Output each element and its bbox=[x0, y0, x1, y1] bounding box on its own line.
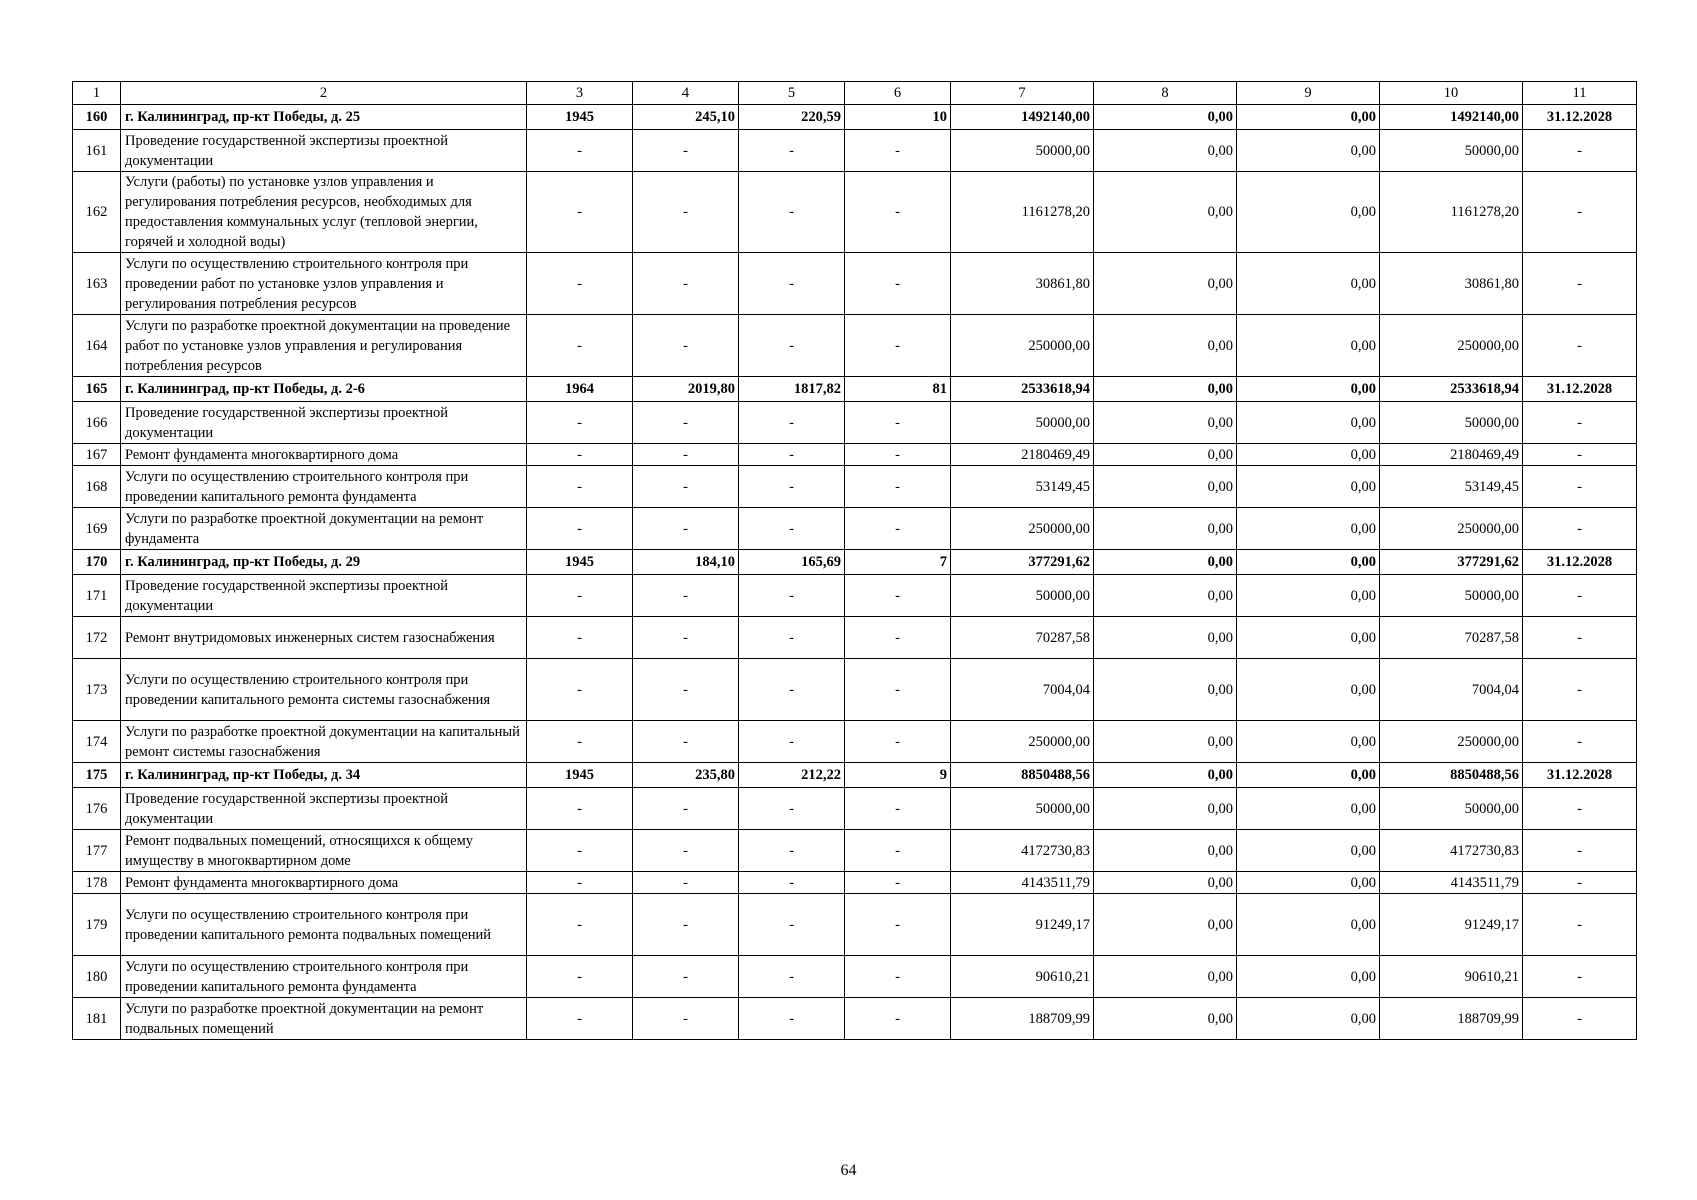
row-number-cell: 181 bbox=[73, 998, 121, 1040]
description-cell: Услуги по осуществлению строительного контроля при проведении капитального ремонта системы газоснабжения bbox=[121, 659, 527, 721]
description-cell: Услуги (работы) по установке узлов управления и регулирования потребления ресурсов, необходимых для предоставления коммунальных услуг (тепловой энергии, горячей и холодной воды) bbox=[121, 172, 527, 253]
owner-funds-cell: 250000,00 bbox=[1380, 721, 1523, 763]
completion-date-cell: - bbox=[1523, 830, 1637, 872]
description-cell: Проведение государственной экспертизы проектной документации bbox=[121, 402, 527, 444]
year-built-cell: - bbox=[527, 956, 633, 998]
total-area-cell: - bbox=[633, 894, 739, 956]
description-cell: Ремонт фундамента многоквартирного дома bbox=[121, 872, 527, 894]
row-number-cell: 164 bbox=[73, 315, 121, 377]
description-cell: Проведение государственной экспертизы проектной документации bbox=[121, 788, 527, 830]
federal-funds-cell: 0,00 bbox=[1094, 550, 1237, 575]
total-cost-cell: 250000,00 bbox=[951, 721, 1094, 763]
header-cell: 9 bbox=[1237, 82, 1380, 105]
row-number-cell: 176 bbox=[73, 788, 121, 830]
work-item-row bbox=[73, 617, 1637, 659]
owner-funds-cell: 1492140,00 bbox=[1380, 105, 1523, 130]
residential-area-cell: - bbox=[739, 998, 845, 1040]
total-cost-cell: 70287,58 bbox=[951, 617, 1094, 659]
owner-funds-cell: 250000,00 bbox=[1380, 508, 1523, 550]
description-cell: Ремонт внутридомовых инженерных систем газоснабжения bbox=[121, 617, 527, 659]
regional-funds-cell: 0,00 bbox=[1237, 444, 1380, 466]
residential-area-cell: - bbox=[739, 253, 845, 315]
regional-funds-cell: 0,00 bbox=[1237, 998, 1380, 1040]
owner-funds-cell: 2180469,49 bbox=[1380, 444, 1523, 466]
total-cost-cell: 2533618,94 bbox=[951, 377, 1094, 402]
owner-funds-cell: 7004,04 bbox=[1380, 659, 1523, 721]
total-area-cell: - bbox=[633, 575, 739, 617]
residents-count-cell: - bbox=[845, 788, 951, 830]
total-area-cell: - bbox=[633, 130, 739, 172]
completion-date-cell: - bbox=[1523, 721, 1637, 763]
residents-count-cell: 9 bbox=[845, 763, 951, 788]
residential-area-cell: - bbox=[739, 956, 845, 998]
regional-funds-cell: 0,00 bbox=[1237, 788, 1380, 830]
residents-count-cell: - bbox=[845, 172, 951, 253]
residents-count-cell: - bbox=[845, 830, 951, 872]
residential-area-cell: - bbox=[739, 721, 845, 763]
header-cell: 3 bbox=[527, 82, 633, 105]
regional-funds-cell: 0,00 bbox=[1237, 763, 1380, 788]
regional-funds-cell: 0,00 bbox=[1237, 402, 1380, 444]
regional-funds-cell: 0,00 bbox=[1237, 659, 1380, 721]
regional-funds-cell: 0,00 bbox=[1237, 172, 1380, 253]
residents-count-cell: - bbox=[845, 466, 951, 508]
owner-funds-cell: 250000,00 bbox=[1380, 315, 1523, 377]
residential-area-cell: - bbox=[739, 508, 845, 550]
residential-area-cell: - bbox=[739, 830, 845, 872]
description-cell: Услуги по осуществлению строительного контроля при проведении капитального ремонта фундамента bbox=[121, 466, 527, 508]
residential-area-cell: - bbox=[739, 659, 845, 721]
work-item-row bbox=[73, 402, 1637, 444]
row-number-cell: 167 bbox=[73, 444, 121, 466]
federal-funds-cell: 0,00 bbox=[1094, 575, 1237, 617]
total-cost-cell: 188709,99 bbox=[951, 998, 1094, 1040]
federal-funds-cell: 0,00 bbox=[1094, 894, 1237, 956]
year-built-cell: - bbox=[527, 894, 633, 956]
description-cell: Ремонт фундамента многоквартирного дома bbox=[121, 444, 527, 466]
regional-funds-cell: 0,00 bbox=[1237, 550, 1380, 575]
regional-funds-cell: 0,00 bbox=[1237, 105, 1380, 130]
federal-funds-cell: 0,00 bbox=[1094, 659, 1237, 721]
work-item-row bbox=[73, 788, 1637, 830]
total-cost-cell: 4172730,83 bbox=[951, 830, 1094, 872]
row-number-cell: 177 bbox=[73, 830, 121, 872]
federal-funds-cell: 0,00 bbox=[1094, 721, 1237, 763]
header-cell: 5 bbox=[739, 82, 845, 105]
total-area-cell: 2019,80 bbox=[633, 377, 739, 402]
row-number-cell: 165 bbox=[73, 377, 121, 402]
description-cell: Услуги по осуществлению строительного контроля при проведении капитального ремонта подвальных помещений bbox=[121, 894, 527, 956]
year-built-cell: - bbox=[527, 444, 633, 466]
residential-area-cell: 220,59 bbox=[739, 105, 845, 130]
total-cost-cell: 53149,45 bbox=[951, 466, 1094, 508]
description-cell: г. Калининград, пр-кт Победы, д. 34 bbox=[121, 763, 527, 788]
header-cell: 2 bbox=[121, 82, 527, 105]
residential-area-cell: - bbox=[739, 575, 845, 617]
regional-funds-cell: 0,00 bbox=[1237, 508, 1380, 550]
federal-funds-cell: 0,00 bbox=[1094, 377, 1237, 402]
year-built-cell: - bbox=[527, 130, 633, 172]
row-number-cell: 174 bbox=[73, 721, 121, 763]
total-area-cell: 245,10 bbox=[633, 105, 739, 130]
completion-date-cell: 31.12.2028 bbox=[1523, 105, 1637, 130]
regional-funds-cell: 0,00 bbox=[1237, 721, 1380, 763]
owner-funds-cell: 90610,21 bbox=[1380, 956, 1523, 998]
completion-date-cell: - bbox=[1523, 508, 1637, 550]
total-cost-cell: 90610,21 bbox=[951, 956, 1094, 998]
regional-funds-cell: 0,00 bbox=[1237, 956, 1380, 998]
federal-funds-cell: 0,00 bbox=[1094, 956, 1237, 998]
work-item-row bbox=[73, 872, 1637, 894]
row-number-cell: 162 bbox=[73, 172, 121, 253]
residential-area-cell: - bbox=[739, 894, 845, 956]
year-built-cell: 1945 bbox=[527, 550, 633, 575]
row-number-cell: 168 bbox=[73, 466, 121, 508]
federal-funds-cell: 0,00 bbox=[1094, 444, 1237, 466]
federal-funds-cell: 0,00 bbox=[1094, 788, 1237, 830]
completion-date-cell: - bbox=[1523, 998, 1637, 1040]
row-number-cell: 163 bbox=[73, 253, 121, 315]
work-item-row bbox=[73, 172, 1637, 253]
completion-date-cell: - bbox=[1523, 894, 1637, 956]
federal-funds-cell: 0,00 bbox=[1094, 617, 1237, 659]
completion-date-cell: - bbox=[1523, 315, 1637, 377]
total-cost-cell: 91249,17 bbox=[951, 894, 1094, 956]
owner-funds-cell: 8850488,56 bbox=[1380, 763, 1523, 788]
year-built-cell: - bbox=[527, 617, 633, 659]
description-cell: г. Калининград, пр-кт Победы, д. 29 bbox=[121, 550, 527, 575]
federal-funds-cell: 0,00 bbox=[1094, 872, 1237, 894]
completion-date-cell: - bbox=[1523, 617, 1637, 659]
work-item-row bbox=[73, 721, 1637, 763]
year-built-cell: - bbox=[527, 172, 633, 253]
residents-count-cell: - bbox=[845, 575, 951, 617]
header-cell: 1 bbox=[73, 82, 121, 105]
total-area-cell: - bbox=[633, 998, 739, 1040]
residents-count-cell: - bbox=[845, 315, 951, 377]
year-built-cell: - bbox=[527, 508, 633, 550]
residential-area-cell: - bbox=[739, 130, 845, 172]
total-cost-cell: 50000,00 bbox=[951, 788, 1094, 830]
residential-area-cell: 1817,82 bbox=[739, 377, 845, 402]
residents-count-cell: - bbox=[845, 130, 951, 172]
completion-date-cell: - bbox=[1523, 444, 1637, 466]
total-cost-cell: 2180469,49 bbox=[951, 444, 1094, 466]
work-item-row bbox=[73, 998, 1637, 1040]
total-area-cell: - bbox=[633, 617, 739, 659]
completion-date-cell: - bbox=[1523, 575, 1637, 617]
regional-funds-cell: 0,00 bbox=[1237, 872, 1380, 894]
owner-funds-cell: 377291,62 bbox=[1380, 550, 1523, 575]
description-cell: Ремонт подвальных помещений, относящихся к общему имуществу в многоквартирном доме bbox=[121, 830, 527, 872]
completion-date-cell: - bbox=[1523, 253, 1637, 315]
federal-funds-cell: 0,00 bbox=[1094, 105, 1237, 130]
total-area-cell: - bbox=[633, 659, 739, 721]
row-number-cell: 169 bbox=[73, 508, 121, 550]
total-cost-cell: 50000,00 bbox=[951, 130, 1094, 172]
total-area-cell: - bbox=[633, 508, 739, 550]
total-cost-cell: 250000,00 bbox=[951, 315, 1094, 377]
federal-funds-cell: 0,00 bbox=[1094, 830, 1237, 872]
header-cell: 8 bbox=[1094, 82, 1237, 105]
federal-funds-cell: 0,00 bbox=[1094, 315, 1237, 377]
total-cost-cell: 7004,04 bbox=[951, 659, 1094, 721]
residents-count-cell: - bbox=[845, 998, 951, 1040]
completion-date-cell: - bbox=[1523, 172, 1637, 253]
completion-date-cell: - bbox=[1523, 659, 1637, 721]
row-number-cell: 171 bbox=[73, 575, 121, 617]
owner-funds-cell: 1161278,20 bbox=[1380, 172, 1523, 253]
owner-funds-cell: 30861,80 bbox=[1380, 253, 1523, 315]
residential-area-cell: - bbox=[739, 172, 845, 253]
row-number-cell: 161 bbox=[73, 130, 121, 172]
header-cell: 4 bbox=[633, 82, 739, 105]
residents-count-cell: - bbox=[845, 444, 951, 466]
row-number-cell: 160 bbox=[73, 105, 121, 130]
total-area-cell: 184,10 bbox=[633, 550, 739, 575]
year-built-cell: - bbox=[527, 872, 633, 894]
residents-count-cell: - bbox=[845, 508, 951, 550]
residential-area-cell: 212,22 bbox=[739, 763, 845, 788]
year-built-cell: - bbox=[527, 253, 633, 315]
residential-area-cell: 165,69 bbox=[739, 550, 845, 575]
work-item-row bbox=[73, 130, 1637, 172]
residents-count-cell: - bbox=[845, 894, 951, 956]
total-area-cell: - bbox=[633, 872, 739, 894]
total-area-cell: - bbox=[633, 315, 739, 377]
federal-funds-cell: 0,00 bbox=[1094, 253, 1237, 315]
residential-area-cell: - bbox=[739, 617, 845, 659]
row-number-cell: 178 bbox=[73, 872, 121, 894]
header-cell: 11 bbox=[1523, 82, 1637, 105]
description-cell: г. Калининград, пр-кт Победы, д. 2-6 bbox=[121, 377, 527, 402]
total-cost-cell: 250000,00 bbox=[951, 508, 1094, 550]
total-area-cell: - bbox=[633, 788, 739, 830]
federal-funds-cell: 0,00 bbox=[1094, 130, 1237, 172]
address-row bbox=[73, 550, 1637, 575]
work-item-row bbox=[73, 444, 1637, 466]
residential-area-cell: - bbox=[739, 788, 845, 830]
year-built-cell: 1945 bbox=[527, 763, 633, 788]
regional-funds-cell: 0,00 bbox=[1237, 830, 1380, 872]
year-built-cell: 1964 bbox=[527, 377, 633, 402]
total-area-cell: - bbox=[633, 444, 739, 466]
year-built-cell: 1945 bbox=[527, 105, 633, 130]
residents-count-cell: - bbox=[845, 659, 951, 721]
total-cost-cell: 1161278,20 bbox=[951, 172, 1094, 253]
work-item-row bbox=[73, 253, 1637, 315]
owner-funds-cell: 188709,99 bbox=[1380, 998, 1523, 1040]
repair-plan-table bbox=[72, 81, 1637, 1040]
federal-funds-cell: 0,00 bbox=[1094, 172, 1237, 253]
address-row bbox=[73, 377, 1637, 402]
year-built-cell: - bbox=[527, 659, 633, 721]
total-area-cell: - bbox=[633, 466, 739, 508]
work-item-row bbox=[73, 830, 1637, 872]
description-cell: Услуги по разработке проектной документации на ремонт фундамента bbox=[121, 508, 527, 550]
residents-count-cell: - bbox=[845, 956, 951, 998]
federal-funds-cell: 0,00 bbox=[1094, 998, 1237, 1040]
completion-date-cell: 31.12.2028 bbox=[1523, 550, 1637, 575]
year-built-cell: - bbox=[527, 788, 633, 830]
completion-date-cell: 31.12.2028 bbox=[1523, 377, 1637, 402]
residents-count-cell: - bbox=[845, 253, 951, 315]
owner-funds-cell: 2533618,94 bbox=[1380, 377, 1523, 402]
row-number-cell: 172 bbox=[73, 617, 121, 659]
residential-area-cell: - bbox=[739, 444, 845, 466]
column-number-header-row bbox=[73, 82, 1637, 105]
row-number-cell: 170 bbox=[73, 550, 121, 575]
row-number-cell: 179 bbox=[73, 894, 121, 956]
description-cell: г. Калининград, пр-кт Победы, д. 25 bbox=[121, 105, 527, 130]
owner-funds-cell: 50000,00 bbox=[1380, 788, 1523, 830]
owner-funds-cell: 70287,58 bbox=[1380, 617, 1523, 659]
residents-count-cell: - bbox=[845, 721, 951, 763]
address-row bbox=[73, 105, 1637, 130]
page-number: 64 bbox=[840, 1162, 857, 1179]
row-number-cell: 180 bbox=[73, 956, 121, 998]
year-built-cell: - bbox=[527, 575, 633, 617]
work-item-row bbox=[73, 315, 1637, 377]
header-cell: 7 bbox=[951, 82, 1094, 105]
owner-funds-cell: 50000,00 bbox=[1380, 130, 1523, 172]
completion-date-cell: - bbox=[1523, 466, 1637, 508]
residents-count-cell: 7 bbox=[845, 550, 951, 575]
owner-funds-cell: 4172730,83 bbox=[1380, 830, 1523, 872]
header-cell: 10 bbox=[1380, 82, 1523, 105]
residents-count-cell: 10 bbox=[845, 105, 951, 130]
total-cost-cell: 50000,00 bbox=[951, 575, 1094, 617]
header-cell: 6 bbox=[845, 82, 951, 105]
total-cost-cell: 30861,80 bbox=[951, 253, 1094, 315]
total-area-cell: - bbox=[633, 830, 739, 872]
total-area-cell: - bbox=[633, 956, 739, 998]
work-item-row bbox=[73, 956, 1637, 998]
owner-funds-cell: 91249,17 bbox=[1380, 894, 1523, 956]
year-built-cell: - bbox=[527, 402, 633, 444]
federal-funds-cell: 0,00 bbox=[1094, 763, 1237, 788]
completion-date-cell: - bbox=[1523, 130, 1637, 172]
work-item-row bbox=[73, 575, 1637, 617]
description-cell: Услуги по разработке проектной документации на проведение работ по установке узлов управления и регулирования потребления ресурсов bbox=[121, 315, 527, 377]
owner-funds-cell: 50000,00 bbox=[1380, 402, 1523, 444]
description-cell: Услуги по разработке проектной документации на капитальный ремонт системы газоснабжения bbox=[121, 721, 527, 763]
completion-date-cell: - bbox=[1523, 956, 1637, 998]
residents-count-cell: - bbox=[845, 872, 951, 894]
residents-count-cell: - bbox=[845, 402, 951, 444]
owner-funds-cell: 50000,00 bbox=[1380, 575, 1523, 617]
regional-funds-cell: 0,00 bbox=[1237, 575, 1380, 617]
address-row bbox=[73, 763, 1637, 788]
residential-area-cell: - bbox=[739, 872, 845, 894]
regional-funds-cell: 0,00 bbox=[1237, 253, 1380, 315]
total-cost-cell: 50000,00 bbox=[951, 402, 1094, 444]
residents-count-cell: 81 bbox=[845, 377, 951, 402]
total-area-cell: - bbox=[633, 721, 739, 763]
total-area-cell: 235,80 bbox=[633, 763, 739, 788]
year-built-cell: - bbox=[527, 466, 633, 508]
total-cost-cell: 8850488,56 bbox=[951, 763, 1094, 788]
total-cost-cell: 1492140,00 bbox=[951, 105, 1094, 130]
work-item-row bbox=[73, 894, 1637, 956]
row-number-cell: 175 bbox=[73, 763, 121, 788]
completion-date-cell: 31.12.2028 bbox=[1523, 763, 1637, 788]
work-item-row bbox=[73, 659, 1637, 721]
description-cell: Услуги по осуществлению строительного контроля при проведении работ по установке узлов управления и регулирования потребления ресурсов bbox=[121, 253, 527, 315]
regional-funds-cell: 0,00 bbox=[1237, 894, 1380, 956]
description-cell: Услуги по осуществлению строительного контроля при проведении капитального ремонта фундамента bbox=[121, 956, 527, 998]
regional-funds-cell: 0,00 bbox=[1237, 315, 1380, 377]
description-cell: Проведение государственной экспертизы проектной документации bbox=[121, 130, 527, 172]
regional-funds-cell: 0,00 bbox=[1237, 130, 1380, 172]
row-number-cell: 166 bbox=[73, 402, 121, 444]
completion-date-cell: - bbox=[1523, 788, 1637, 830]
regional-funds-cell: 0,00 bbox=[1237, 466, 1380, 508]
regional-funds-cell: 0,00 bbox=[1237, 617, 1380, 659]
federal-funds-cell: 0,00 bbox=[1094, 508, 1237, 550]
federal-funds-cell: 0,00 bbox=[1094, 466, 1237, 508]
work-item-row bbox=[73, 466, 1637, 508]
residential-area-cell: - bbox=[739, 466, 845, 508]
year-built-cell: - bbox=[527, 721, 633, 763]
residential-area-cell: - bbox=[739, 315, 845, 377]
federal-funds-cell: 0,00 bbox=[1094, 402, 1237, 444]
total-cost-cell: 4143511,79 bbox=[951, 872, 1094, 894]
work-item-row bbox=[73, 508, 1637, 550]
row-number-cell: 173 bbox=[73, 659, 121, 721]
regional-funds-cell: 0,00 bbox=[1237, 377, 1380, 402]
total-cost-cell: 377291,62 bbox=[951, 550, 1094, 575]
year-built-cell: - bbox=[527, 998, 633, 1040]
residents-count-cell: - bbox=[845, 617, 951, 659]
owner-funds-cell: 53149,45 bbox=[1380, 466, 1523, 508]
residential-area-cell: - bbox=[739, 402, 845, 444]
owner-funds-cell: 4143511,79 bbox=[1380, 872, 1523, 894]
total-area-cell: - bbox=[633, 253, 739, 315]
year-built-cell: - bbox=[527, 315, 633, 377]
total-area-cell: - bbox=[633, 402, 739, 444]
description-cell: Услуги по разработке проектной документации на ремонт подвальных помещений bbox=[121, 998, 527, 1040]
description-cell: Проведение государственной экспертизы проектной документации bbox=[121, 575, 527, 617]
completion-date-cell: - bbox=[1523, 872, 1637, 894]
completion-date-cell: - bbox=[1523, 402, 1637, 444]
total-area-cell: - bbox=[633, 172, 739, 253]
year-built-cell: - bbox=[527, 830, 633, 872]
